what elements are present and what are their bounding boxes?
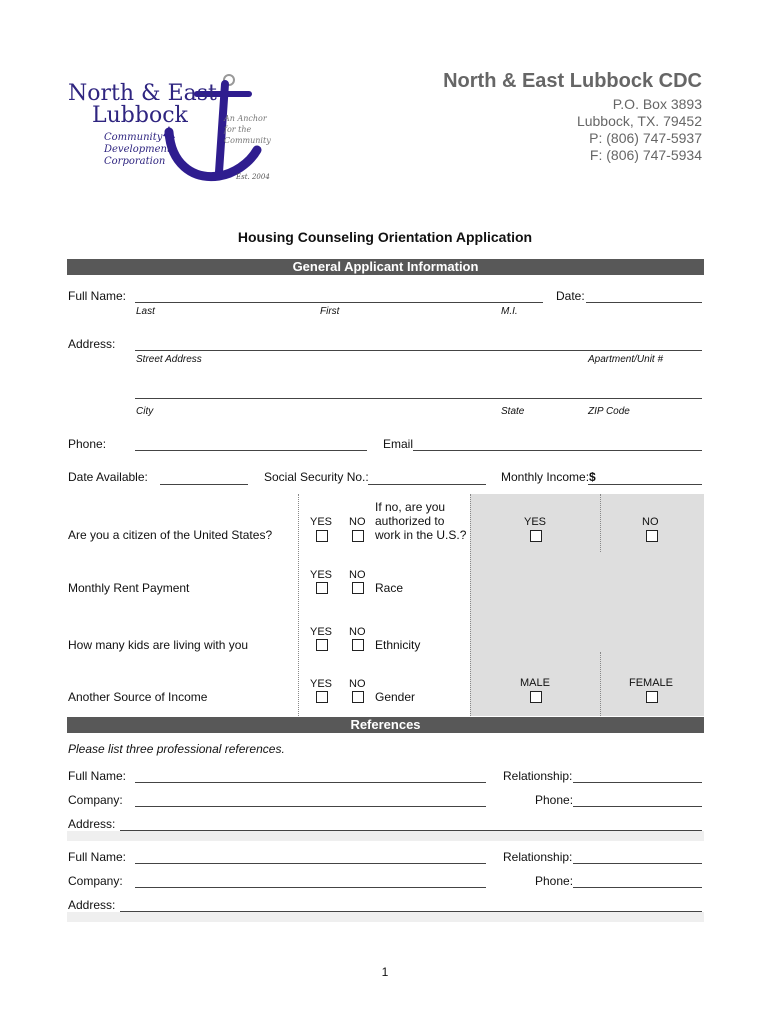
ref2-phone-field[interactable] xyxy=(573,887,702,888)
city-caption: City xyxy=(136,406,154,417)
authorized-question-3: work in the U.S.? xyxy=(375,528,467,542)
citizen-yes-label: YES xyxy=(310,516,333,528)
ref2-relationship-label: Relationship: xyxy=(503,850,573,864)
ref1-address-label: Address: xyxy=(68,817,116,831)
authorized-no-label: NO xyxy=(642,516,659,528)
ref1-company-label: Company: xyxy=(68,793,123,807)
organization-logo xyxy=(66,70,276,190)
kids-no-label: NO xyxy=(349,626,366,638)
ref2-company-label: Company: xyxy=(68,874,123,888)
female-checkbox[interactable] xyxy=(646,691,658,703)
monthly-income-field[interactable] xyxy=(588,484,702,485)
org-name: North & East Lubbock CDC xyxy=(443,70,702,92)
zip-caption: ZIP Code xyxy=(588,406,630,417)
logo-line5: Corporation xyxy=(104,156,166,167)
rent-yes-checkbox[interactable] xyxy=(316,582,328,594)
citizen-yes-checkbox[interactable] xyxy=(316,530,328,542)
male-checkbox[interactable] xyxy=(530,691,542,703)
full-name-field[interactable] xyxy=(135,302,543,303)
ref1-name-label: Full Name: xyxy=(68,769,127,783)
state-caption: State xyxy=(501,406,525,417)
citizen-question: Are you a citizen of the United States? xyxy=(68,528,273,542)
citizen-no-checkbox[interactable] xyxy=(352,530,364,542)
last-caption: Last xyxy=(136,306,155,317)
first-caption: First xyxy=(320,306,340,317)
ref2-name-field[interactable] xyxy=(135,863,486,864)
full-name-label: Full Name: xyxy=(68,289,127,303)
org-box: P.O. Box 3893 xyxy=(612,96,702,112)
ssn-label: Social Security No.: xyxy=(264,470,369,484)
income-yes-label: YES xyxy=(310,678,333,690)
org-city: Lubbock, TX. 79452 xyxy=(576,113,702,129)
rent-no-checkbox[interactable] xyxy=(352,582,364,594)
logo-line4: Development xyxy=(104,144,171,155)
ref1-phone-label: Phone: xyxy=(535,793,574,807)
male-label: MALE xyxy=(520,677,550,689)
income-yes-checkbox[interactable] xyxy=(316,691,328,703)
logo-tagline2: for the xyxy=(224,125,252,134)
org-phone: P: (806) 747-5937 xyxy=(589,130,702,146)
ref2-shade xyxy=(67,912,704,922)
logo-est: Est. 2004 xyxy=(236,173,270,181)
rent-yes-label: YES xyxy=(310,569,333,581)
ref1-relationship-label: Relationship: xyxy=(503,769,573,783)
ref1-shade xyxy=(67,831,704,841)
ref2-address-label: Address: xyxy=(68,898,116,912)
date-field[interactable] xyxy=(586,302,702,303)
street-caption: Street Address xyxy=(136,354,202,365)
rent-question: Monthly Rent Payment xyxy=(68,581,190,595)
authorized-question-2: authorized to xyxy=(375,514,445,528)
gray-cell-2 xyxy=(470,552,704,658)
authorized-no-checkbox[interactable] xyxy=(646,530,658,542)
rent-no-label: NO xyxy=(349,569,366,581)
grid-divider-3 xyxy=(600,494,601,552)
gender-label: Gender xyxy=(375,690,416,704)
ref2-phone-label: Phone: xyxy=(535,874,574,888)
apt-caption: Apartment/Unit # xyxy=(588,354,664,365)
date-label: Date: xyxy=(556,289,585,303)
logo-line1: North & East xyxy=(68,81,217,106)
ref2-name-label: Full Name: xyxy=(68,850,127,864)
monthly-income-label: Monthly Income:$ xyxy=(501,470,596,484)
authorized-question-1: If no, are you xyxy=(375,500,446,514)
ref2-relationship-field[interactable] xyxy=(573,863,702,864)
grid-divider-2 xyxy=(470,494,471,716)
ref2-company-field[interactable] xyxy=(135,887,486,888)
references-instruction: Please list three professional references. xyxy=(68,742,285,756)
gray-cell-1 xyxy=(470,494,704,552)
phone-field[interactable] xyxy=(135,450,367,451)
logo-tagline1: An Anchor xyxy=(224,114,267,123)
page-number: 1 xyxy=(381,965,389,979)
ref1-relationship-field[interactable] xyxy=(573,782,702,783)
kids-no-checkbox[interactable] xyxy=(352,639,364,651)
ref1-phone-field[interactable] xyxy=(573,806,702,807)
race-label: Race xyxy=(375,581,404,595)
kids-question: How many kids are living with you xyxy=(68,638,249,652)
date-available-field[interactable] xyxy=(160,484,248,485)
logo-line2: Lubbock xyxy=(92,103,188,128)
income-no-label: NO xyxy=(349,678,366,690)
email-label: Email xyxy=(383,437,414,451)
logo-tagline3: Community xyxy=(224,136,271,145)
email-field[interactable] xyxy=(413,450,702,451)
form-title: Housing Counseling Orientation Application xyxy=(237,229,533,245)
income-source-question: Another Source of Income xyxy=(68,690,208,704)
female-label: FEMALE xyxy=(629,677,674,689)
grid-divider-1 xyxy=(298,494,299,716)
authorized-yes-checkbox[interactable] xyxy=(530,530,542,542)
logo-line3: Community xyxy=(104,132,163,143)
ref1-name-field[interactable] xyxy=(135,782,486,783)
ref1-company-field[interactable] xyxy=(135,806,486,807)
ethnicity-label: Ethnicity xyxy=(375,638,421,652)
date-available-label: Date Available: xyxy=(68,470,148,484)
address-label: Address: xyxy=(68,337,116,351)
citizen-no-label: NO xyxy=(349,516,366,528)
dollar-sign: $ xyxy=(589,470,596,484)
org-fax: F: (806) 747-5934 xyxy=(589,147,702,163)
grid-divider-4 xyxy=(600,652,601,716)
kids-yes-label: YES xyxy=(310,626,333,638)
ssn-field[interactable] xyxy=(368,484,486,485)
section-references-header: References xyxy=(67,717,704,733)
income-no-checkbox[interactable] xyxy=(352,691,364,703)
street-address-field[interactable] xyxy=(135,350,702,351)
phone-label: Phone: xyxy=(68,437,107,451)
city-state-zip-field[interactable] xyxy=(135,398,702,399)
kids-yes-checkbox[interactable] xyxy=(316,639,328,651)
section-general-header: General Applicant Information xyxy=(67,259,704,275)
authorized-yes-label: YES xyxy=(524,516,547,528)
mi-caption: M.I. xyxy=(501,306,518,317)
